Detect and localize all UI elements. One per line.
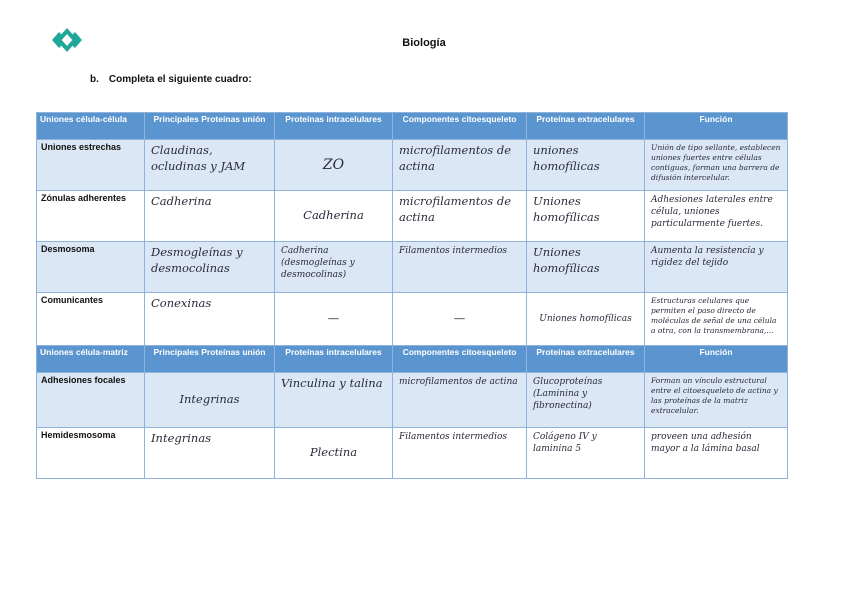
table-row xyxy=(37,293,788,346)
page-title: Biología xyxy=(402,37,446,49)
table-cell: Glucoproteínas (Laminina y fibronectina) xyxy=(527,373,645,428)
table-cell: Filamentos intermedios xyxy=(393,428,527,479)
header-cell: Uniones célula-célula xyxy=(37,113,145,140)
table-cell: Plectina xyxy=(275,428,393,479)
table-cell: microfilamentos de actina xyxy=(393,373,527,428)
table-cell: Colágeno IV y laminina 5 xyxy=(527,428,645,479)
table-cell: Unión de tipo sellante, establecen uniones fuertes entre células contiguas, forman una barrera de difusión intercelular. xyxy=(645,140,788,191)
table-row xyxy=(37,191,788,242)
header-cell: Proteínas extracelulares xyxy=(527,113,645,140)
header-cell: Principales Proteínas unión xyxy=(145,346,275,373)
table-cell: Cadherina xyxy=(145,191,275,242)
table-cell: Cadherina xyxy=(275,191,393,242)
table-cell: Conexinas xyxy=(145,293,275,346)
table-cell: microfilamentos de actina xyxy=(393,191,527,242)
header-cell: Proteínas extracelulares xyxy=(527,346,645,373)
table-cell: Integrinas xyxy=(145,428,275,479)
table-cell: Filamentos intermedios xyxy=(393,242,527,293)
table-cell: Aumenta la resistencia y rigidez del tejido xyxy=(645,242,788,293)
header-cell: Función xyxy=(645,113,788,140)
row-label: Hemidesmosoma xyxy=(37,428,145,479)
table-cell: ZO xyxy=(275,140,393,191)
header-cell: Componentes citoesqueleto xyxy=(393,113,527,140)
table-header-row xyxy=(37,113,788,140)
table-cell: Desmogleínas y desmocolinas xyxy=(145,242,275,293)
table-cell: Uniones homofílicas xyxy=(527,191,645,242)
table-cell: Uniones homofílicas xyxy=(527,242,645,293)
instruction-text: Completa el siguiente cuadro: xyxy=(108,74,252,85)
header-cell: Componentes citoesqueleto xyxy=(393,346,527,373)
table-cell: Adhesiones laterales entre célula, uniones particularmente fuertes. xyxy=(645,191,788,242)
table-cell: Integrinas xyxy=(145,373,275,428)
table-cell: — xyxy=(275,293,393,346)
table-row xyxy=(37,373,788,428)
table-row xyxy=(37,242,788,293)
row-label: Comunicantes xyxy=(37,293,145,346)
table-row xyxy=(37,140,788,191)
header-cell: Uniones célula-matriz xyxy=(37,346,145,373)
table-cell: proveen una adhesión mayor a la lámina basal xyxy=(645,428,788,479)
instruction xyxy=(90,74,252,85)
table-cell: Forman un vínculo estructural entre el citoesqueleto de actina y las proteínas de la matriz extracelular. xyxy=(645,373,788,428)
table-cell: uniones homofílicas xyxy=(527,140,645,191)
header-cell: Principales Proteínas unión xyxy=(145,113,275,140)
table-cell: Claudinas, ocludinas y JAM xyxy=(145,140,275,191)
row-label: Uniones estrechas xyxy=(37,140,145,191)
table-cell: Estructuras celulares que permiten el paso directo de moléculas de señal de una célula a otra, con la transmembrana,... xyxy=(645,293,788,346)
row-label: Adhesiones focales xyxy=(37,373,145,428)
row-label: Zónulas adherentes xyxy=(37,191,145,242)
table-cell: — xyxy=(393,293,527,346)
table-cell: Uniones homofílicas xyxy=(527,293,645,346)
table-cell: Cadherina (desmogleínas y desmocolinas) xyxy=(275,242,393,293)
junctions-table xyxy=(36,112,788,479)
table-header-row xyxy=(37,346,788,373)
header-cell: Proteínas intracelulares xyxy=(275,346,393,373)
header-cell: Proteínas intracelulares xyxy=(275,113,393,140)
table-row xyxy=(37,428,788,479)
row-label: Desmosoma xyxy=(37,242,145,293)
instruction-letter: b. xyxy=(90,74,99,85)
table-cell: Vinculina y talina xyxy=(275,373,393,428)
table-cell: microfilamentos de actina xyxy=(393,140,527,191)
header-cell: Función xyxy=(645,346,788,373)
